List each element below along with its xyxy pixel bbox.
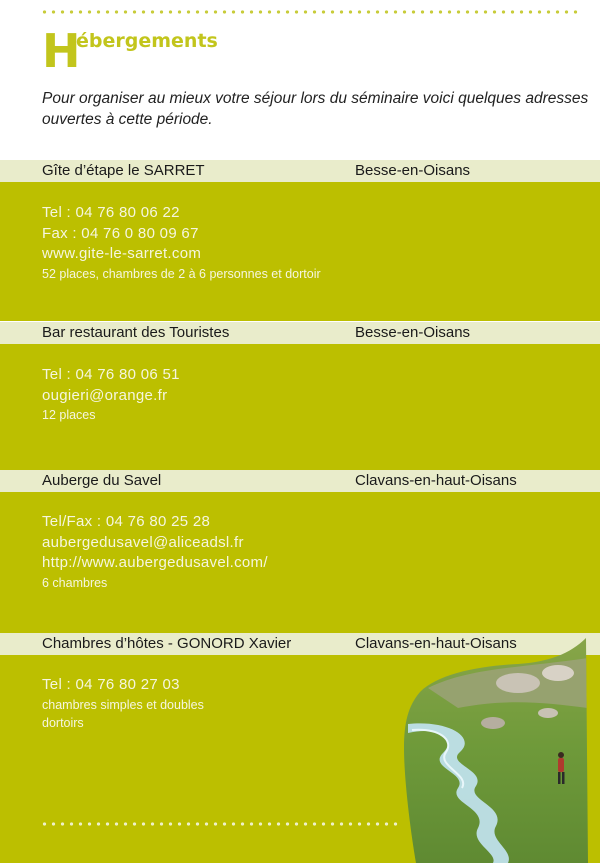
entry-panel (0, 492, 600, 633)
entry-header (0, 470, 600, 492)
mountain-stream-photo (398, 628, 588, 863)
fax-text: Fax : 04 76 0 80 09 67 (42, 224, 199, 242)
title-initial: H (42, 24, 81, 78)
website-link[interactable]: www.gite-le-sarret.com (42, 245, 202, 262)
phone-text: Tel : 04 76 80 06 51 (42, 366, 180, 383)
entry-header (0, 160, 600, 182)
bottom-dotted-divider (40, 822, 400, 826)
entry-place: Besse-en-Oisans (355, 324, 471, 341)
capacity-text: 12 places (42, 408, 96, 422)
entry-header (0, 322, 600, 344)
entry-info (42, 365, 180, 424)
intro-text: Pour organiser au mieux votre séjour lors du séminaire voici quelques adresses ouvertes à cette période. (42, 90, 589, 128)
phone-text: Tel : 04 76 80 27 03 (42, 676, 180, 693)
entry-name: Bar restaurant des Touristes (42, 324, 230, 341)
entry-panel (0, 182, 600, 321)
email-link[interactable]: ougieri@orange.fr (42, 386, 168, 404)
email-link[interactable]: aubergedusavel@aliceadsl.fr (42, 533, 244, 551)
entry-name: Auberge du Savel (42, 472, 162, 489)
entry-panel (0, 344, 600, 470)
capacity-text: chambres simples et doubles (42, 697, 204, 712)
website-link[interactable]: http://www.aubergedusavel.com/ (42, 554, 268, 571)
entry-place: Clavans-en-haut-Oisans (355, 635, 517, 652)
capacity-text: dortoirs (42, 715, 84, 730)
entry-name: Chambres d’hôtes - GONORD Xavier (42, 635, 292, 652)
entry-name: Gîte d’étape le SARRET (42, 162, 205, 179)
entry-info (42, 675, 204, 732)
entry-info (42, 512, 268, 592)
title-text: ébergements (76, 30, 218, 52)
phone-text: Tel/Fax : 04 76 80 25 28 (42, 513, 211, 530)
entry-place: Clavans-en-haut-Oisans (355, 472, 517, 489)
capacity-text: 6 chambres (42, 575, 108, 590)
capacity-text: 52 places, chambres de 2 à 6 personnes et dortoir (42, 266, 321, 281)
top-dotted-divider (40, 10, 580, 14)
entry-info (42, 203, 321, 283)
entry-place: Besse-en-Oisans (355, 162, 471, 179)
phone-text: Tel : 04 76 80 06 22 (42, 204, 180, 221)
